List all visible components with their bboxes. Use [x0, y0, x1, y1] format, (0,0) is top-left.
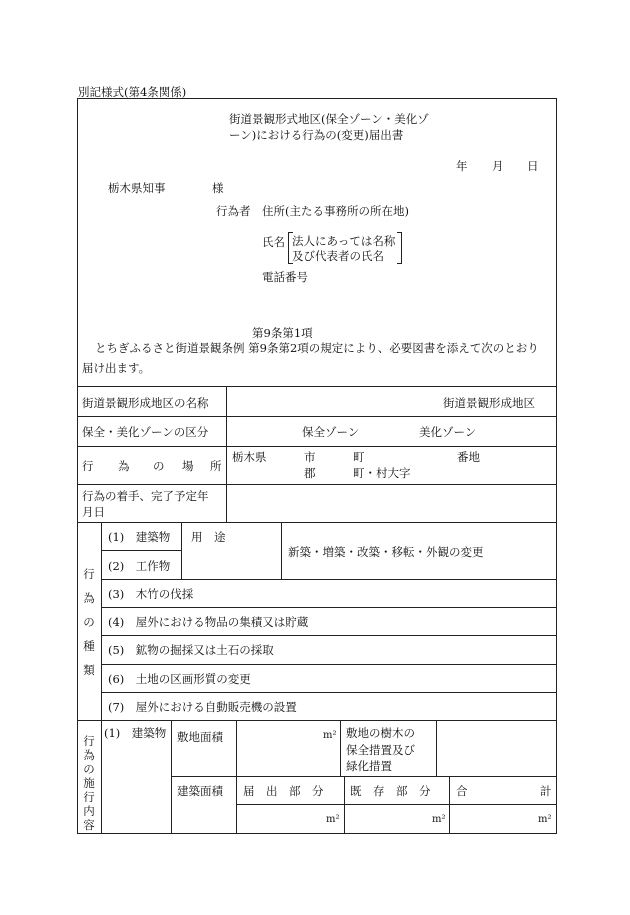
site-area-label: 敷地面積: [177, 730, 223, 744]
zone-label: 保全・美化ゾーンの区分: [82, 425, 209, 439]
kind-item-2: (2) 工作物: [108, 559, 171, 573]
location-county: 郡: [304, 466, 316, 480]
construction-types: 新築・増築・改築・移転・外観の変更: [288, 545, 484, 559]
schedule-label-line1: 行為の着手、完了予定年: [82, 489, 209, 503]
name-note-line1: 法人にあっては名称: [292, 234, 396, 248]
addressee-honorific: 様: [212, 181, 224, 195]
article-reference: 第9条第1項: [252, 326, 313, 340]
schedule-label-line2: 月日: [82, 505, 105, 519]
kind-item-7: (7) 屋外における自動販売機の設置: [108, 700, 297, 714]
zone-option-preservation: 保全ゾーン: [302, 425, 360, 439]
kind-item-6: (6) 土地の区画形質の変更: [108, 672, 251, 686]
phone-label: 電話番号: [262, 270, 308, 284]
filed-part-label: 届 出 部 分: [243, 784, 324, 798]
statement-line1: とちぎふるさと街道景観条例 第9条第2項の規定により、必要図書を添えて次のとおり: [95, 341, 539, 355]
filed-part-unit: m²: [326, 814, 340, 825]
date-year: 年: [456, 159, 468, 173]
total-unit: m²: [538, 814, 552, 825]
existing-part-label: 既 存 部 分: [350, 784, 431, 798]
location-banchi: 番地: [457, 450, 480, 464]
district-name-value: 街道景観形成地区: [443, 396, 535, 410]
date-month: 月: [492, 159, 504, 173]
total-label-left: 合: [456, 784, 468, 798]
zone-option-beautification: 美化ゾーン: [419, 425, 477, 439]
name-bracket-right: [397, 232, 402, 264]
form-title-line1: 街道景観形式地区(保全ゾーン・美化ゾ: [229, 112, 429, 126]
location-village: 町・村大字: [353, 466, 411, 480]
building-area-label: 建築面積: [177, 784, 223, 798]
kind-item-4: (4) 屋外における物品の集積又は貯蔵: [108, 615, 309, 629]
actor-label: 行為者: [216, 204, 251, 218]
existing-part-unit: m²: [432, 814, 446, 825]
district-name-label: 街道景観形成地区の名称: [82, 396, 209, 410]
statement-line2: 届け出ます。: [82, 361, 151, 375]
tree-label-line3: 緑化措置: [346, 759, 392, 773]
tree-label-line2: 保全措置及び: [346, 743, 415, 757]
form-label: 別記様式(第4条関係): [78, 85, 187, 99]
tree-label-line1: 敷地の樹木の: [346, 726, 415, 740]
form-title-line2: ーン)における行為の(変更)届出書: [229, 128, 404, 142]
kind-item-3: (3) 木竹の伐採: [108, 587, 194, 601]
name-note-line2: 及び代表者の氏名: [292, 249, 384, 263]
location-prefecture: 栃木県: [232, 450, 267, 464]
use-label: 用 途: [191, 530, 226, 544]
kind-item-5: (5) 鉱物の掘採又は土石の採取: [108, 643, 274, 657]
location-city: 市: [304, 450, 316, 464]
date-day: 日: [527, 159, 539, 173]
total-label-right: 計: [540, 784, 552, 798]
site-area-unit: m²: [323, 730, 337, 741]
addressee: 栃木県知事: [108, 181, 166, 195]
location-town: 町: [353, 450, 365, 464]
detail-building: (1) 建築物: [104, 726, 167, 740]
address-label: 住所(主たる事務所の所在地): [262, 204, 409, 218]
name-label: 氏名: [262, 235, 285, 249]
kind-item-1: (1) 建築物: [108, 530, 171, 544]
